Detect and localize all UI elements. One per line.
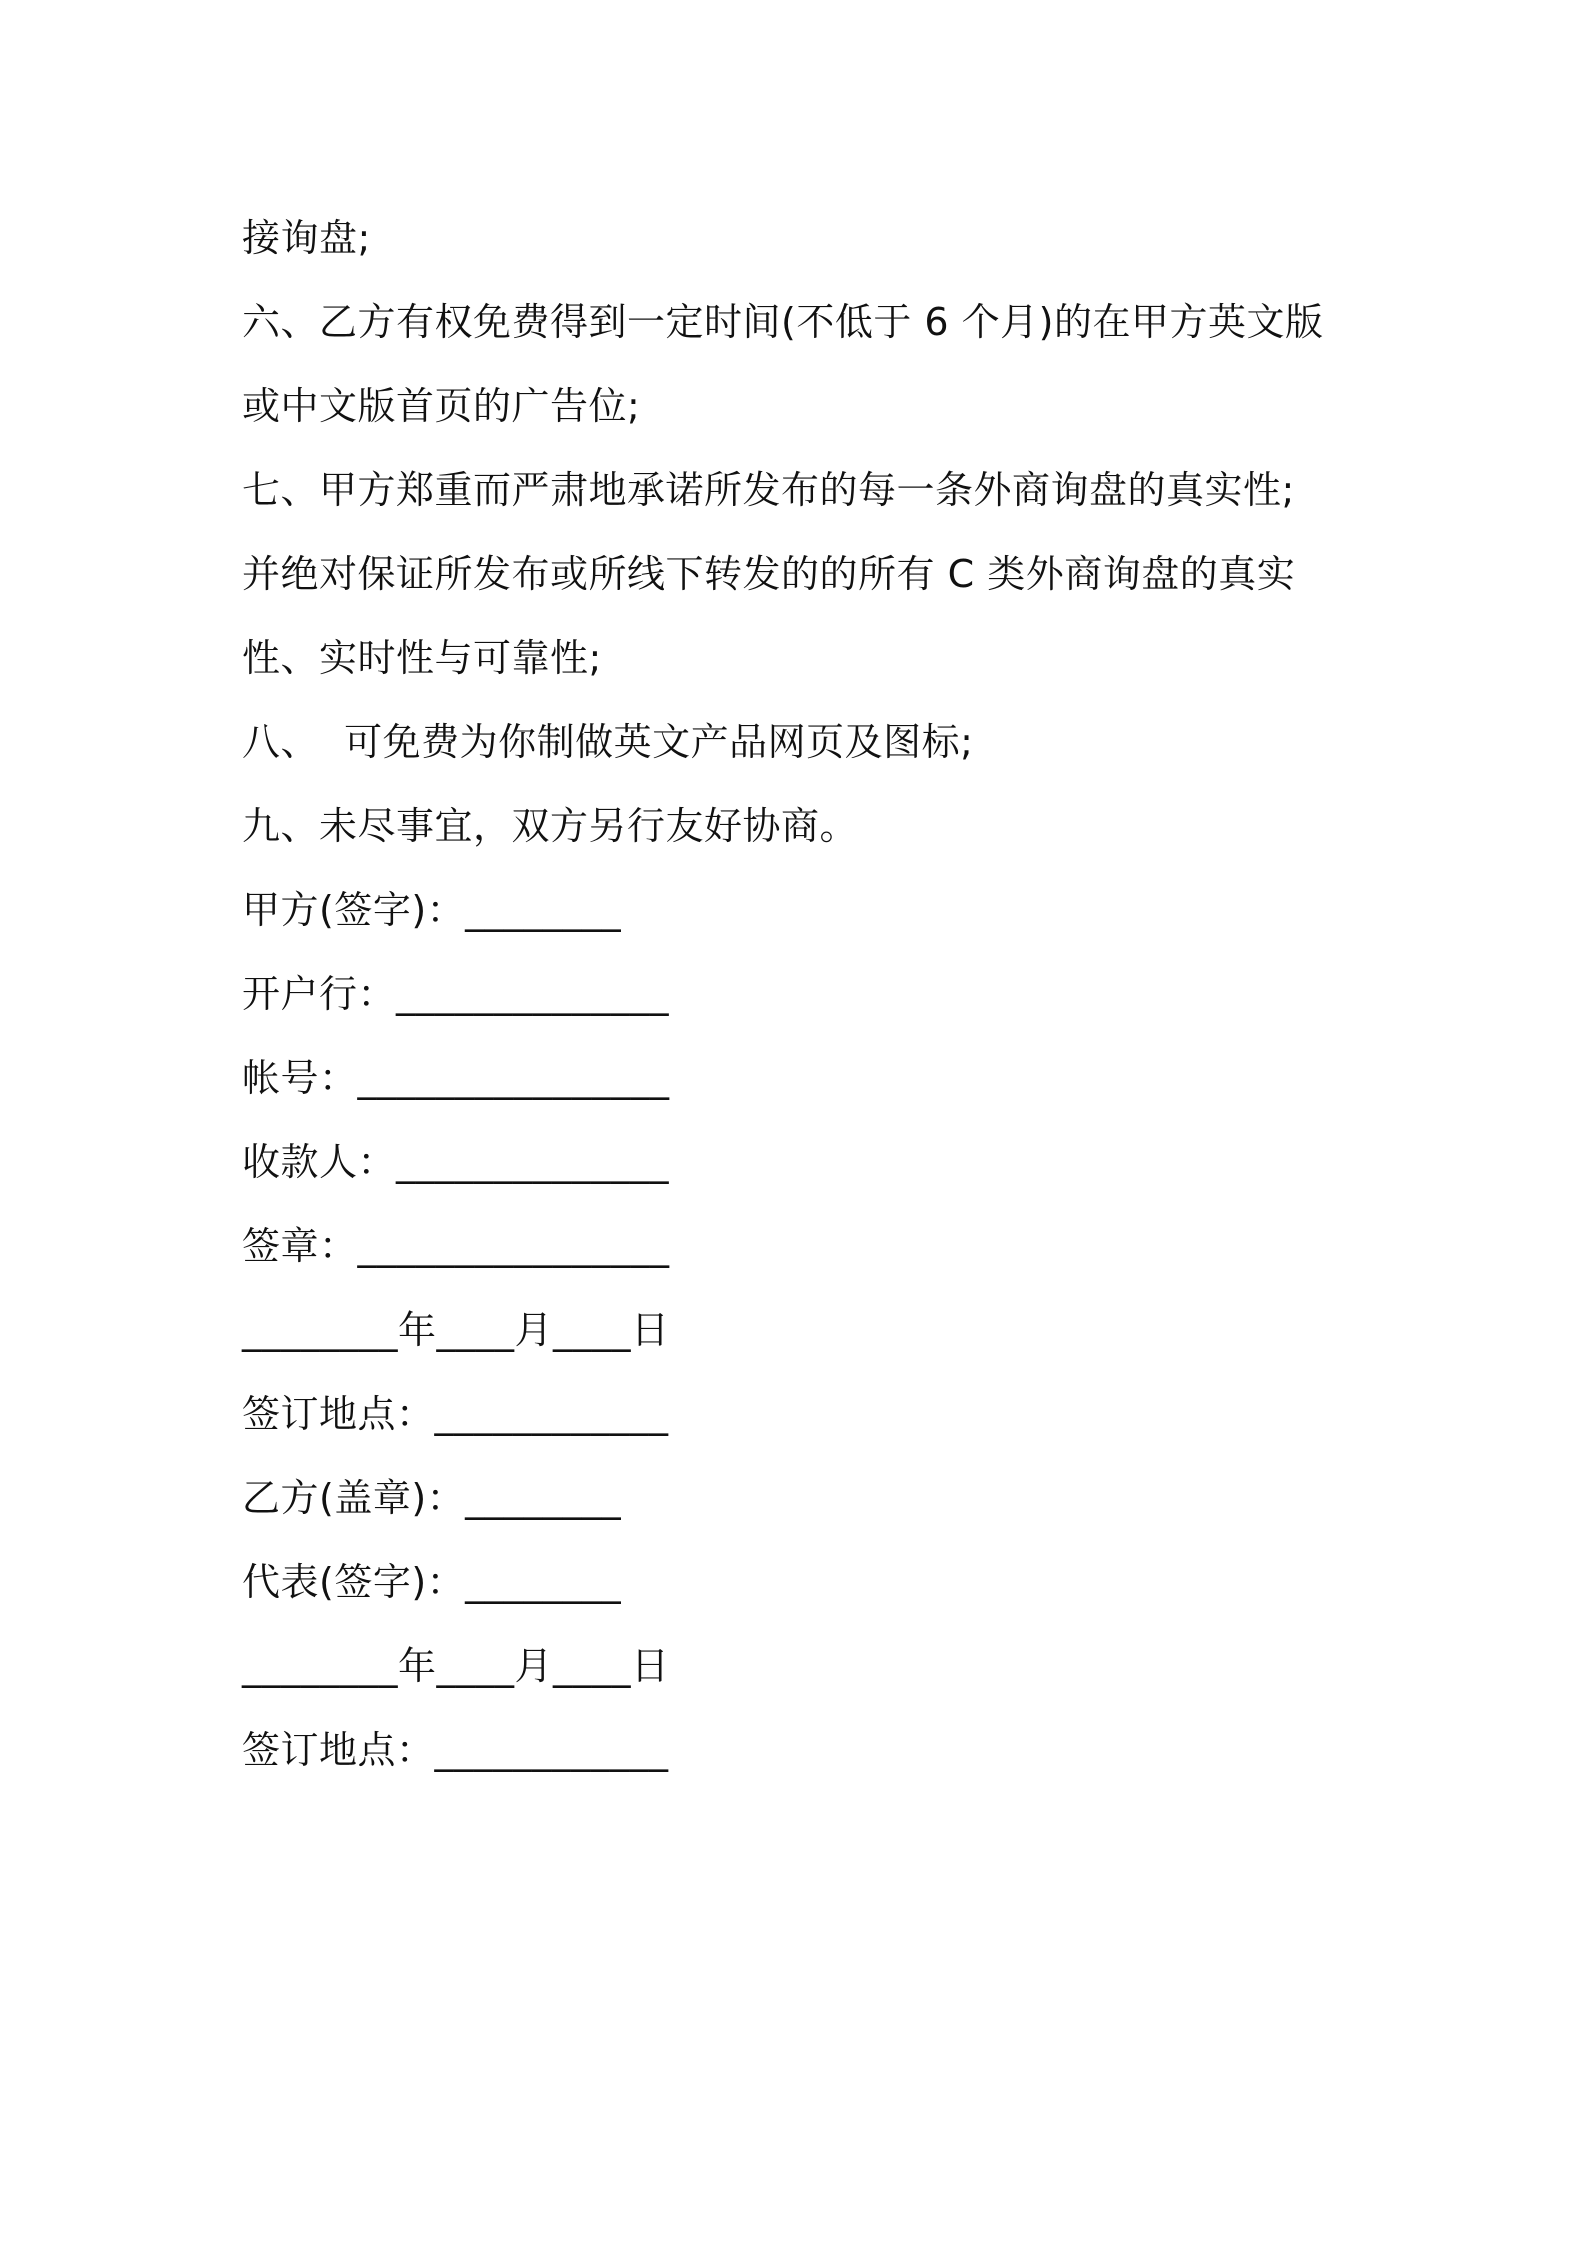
document-body bbox=[242, 196, 1362, 1792]
account-number-field: 帐号：________________ bbox=[242, 1056, 670, 1100]
date-field-a: ________年____月____日 bbox=[242, 1308, 670, 1352]
payee-field: 收款人：______________ bbox=[242, 1140, 670, 1184]
signing-place-field-b: 签订地点：____________ bbox=[242, 1728, 669, 1772]
clause-six-line-1: 六、乙方有权免费得到一定时间(不低于 6 个月)的在甲方英文版 bbox=[242, 300, 1324, 344]
representative-signature-field: 代表(签字)：________ bbox=[242, 1560, 622, 1604]
text-line: 接询盘; bbox=[242, 216, 371, 260]
clause-seven-line-3: 性、实时性与可靠性; bbox=[242, 636, 602, 680]
clause-seven-line-1: 七、甲方郑重而严肃地承诺所发布的每一条外商询盘的真实性; bbox=[242, 468, 1295, 512]
date-field-b: ________年____月____日 bbox=[242, 1644, 670, 1688]
clause-nine: 九、未尽事宜，双方另行友好协商。 bbox=[242, 804, 859, 848]
clause-seven-line-2: 并绝对保证所发布或所线下转发的的所有 C 类外商询盘的真实 bbox=[242, 552, 1296, 596]
bank-field: 开户行：______________ bbox=[242, 972, 670, 1016]
clause-six-line-2: 或中文版首页的广告位; bbox=[242, 384, 641, 428]
party-a-signature-field: 甲方(签字)：________ bbox=[242, 888, 622, 932]
seal-field: 签章：________________ bbox=[242, 1224, 670, 1268]
clause-eight: 八、 可免费为你制做英文产品网页及图标; bbox=[242, 720, 974, 764]
signing-place-field-a: 签订地点：____________ bbox=[242, 1392, 669, 1436]
party-b-seal-field: 乙方(盖章)：________ bbox=[242, 1476, 622, 1520]
